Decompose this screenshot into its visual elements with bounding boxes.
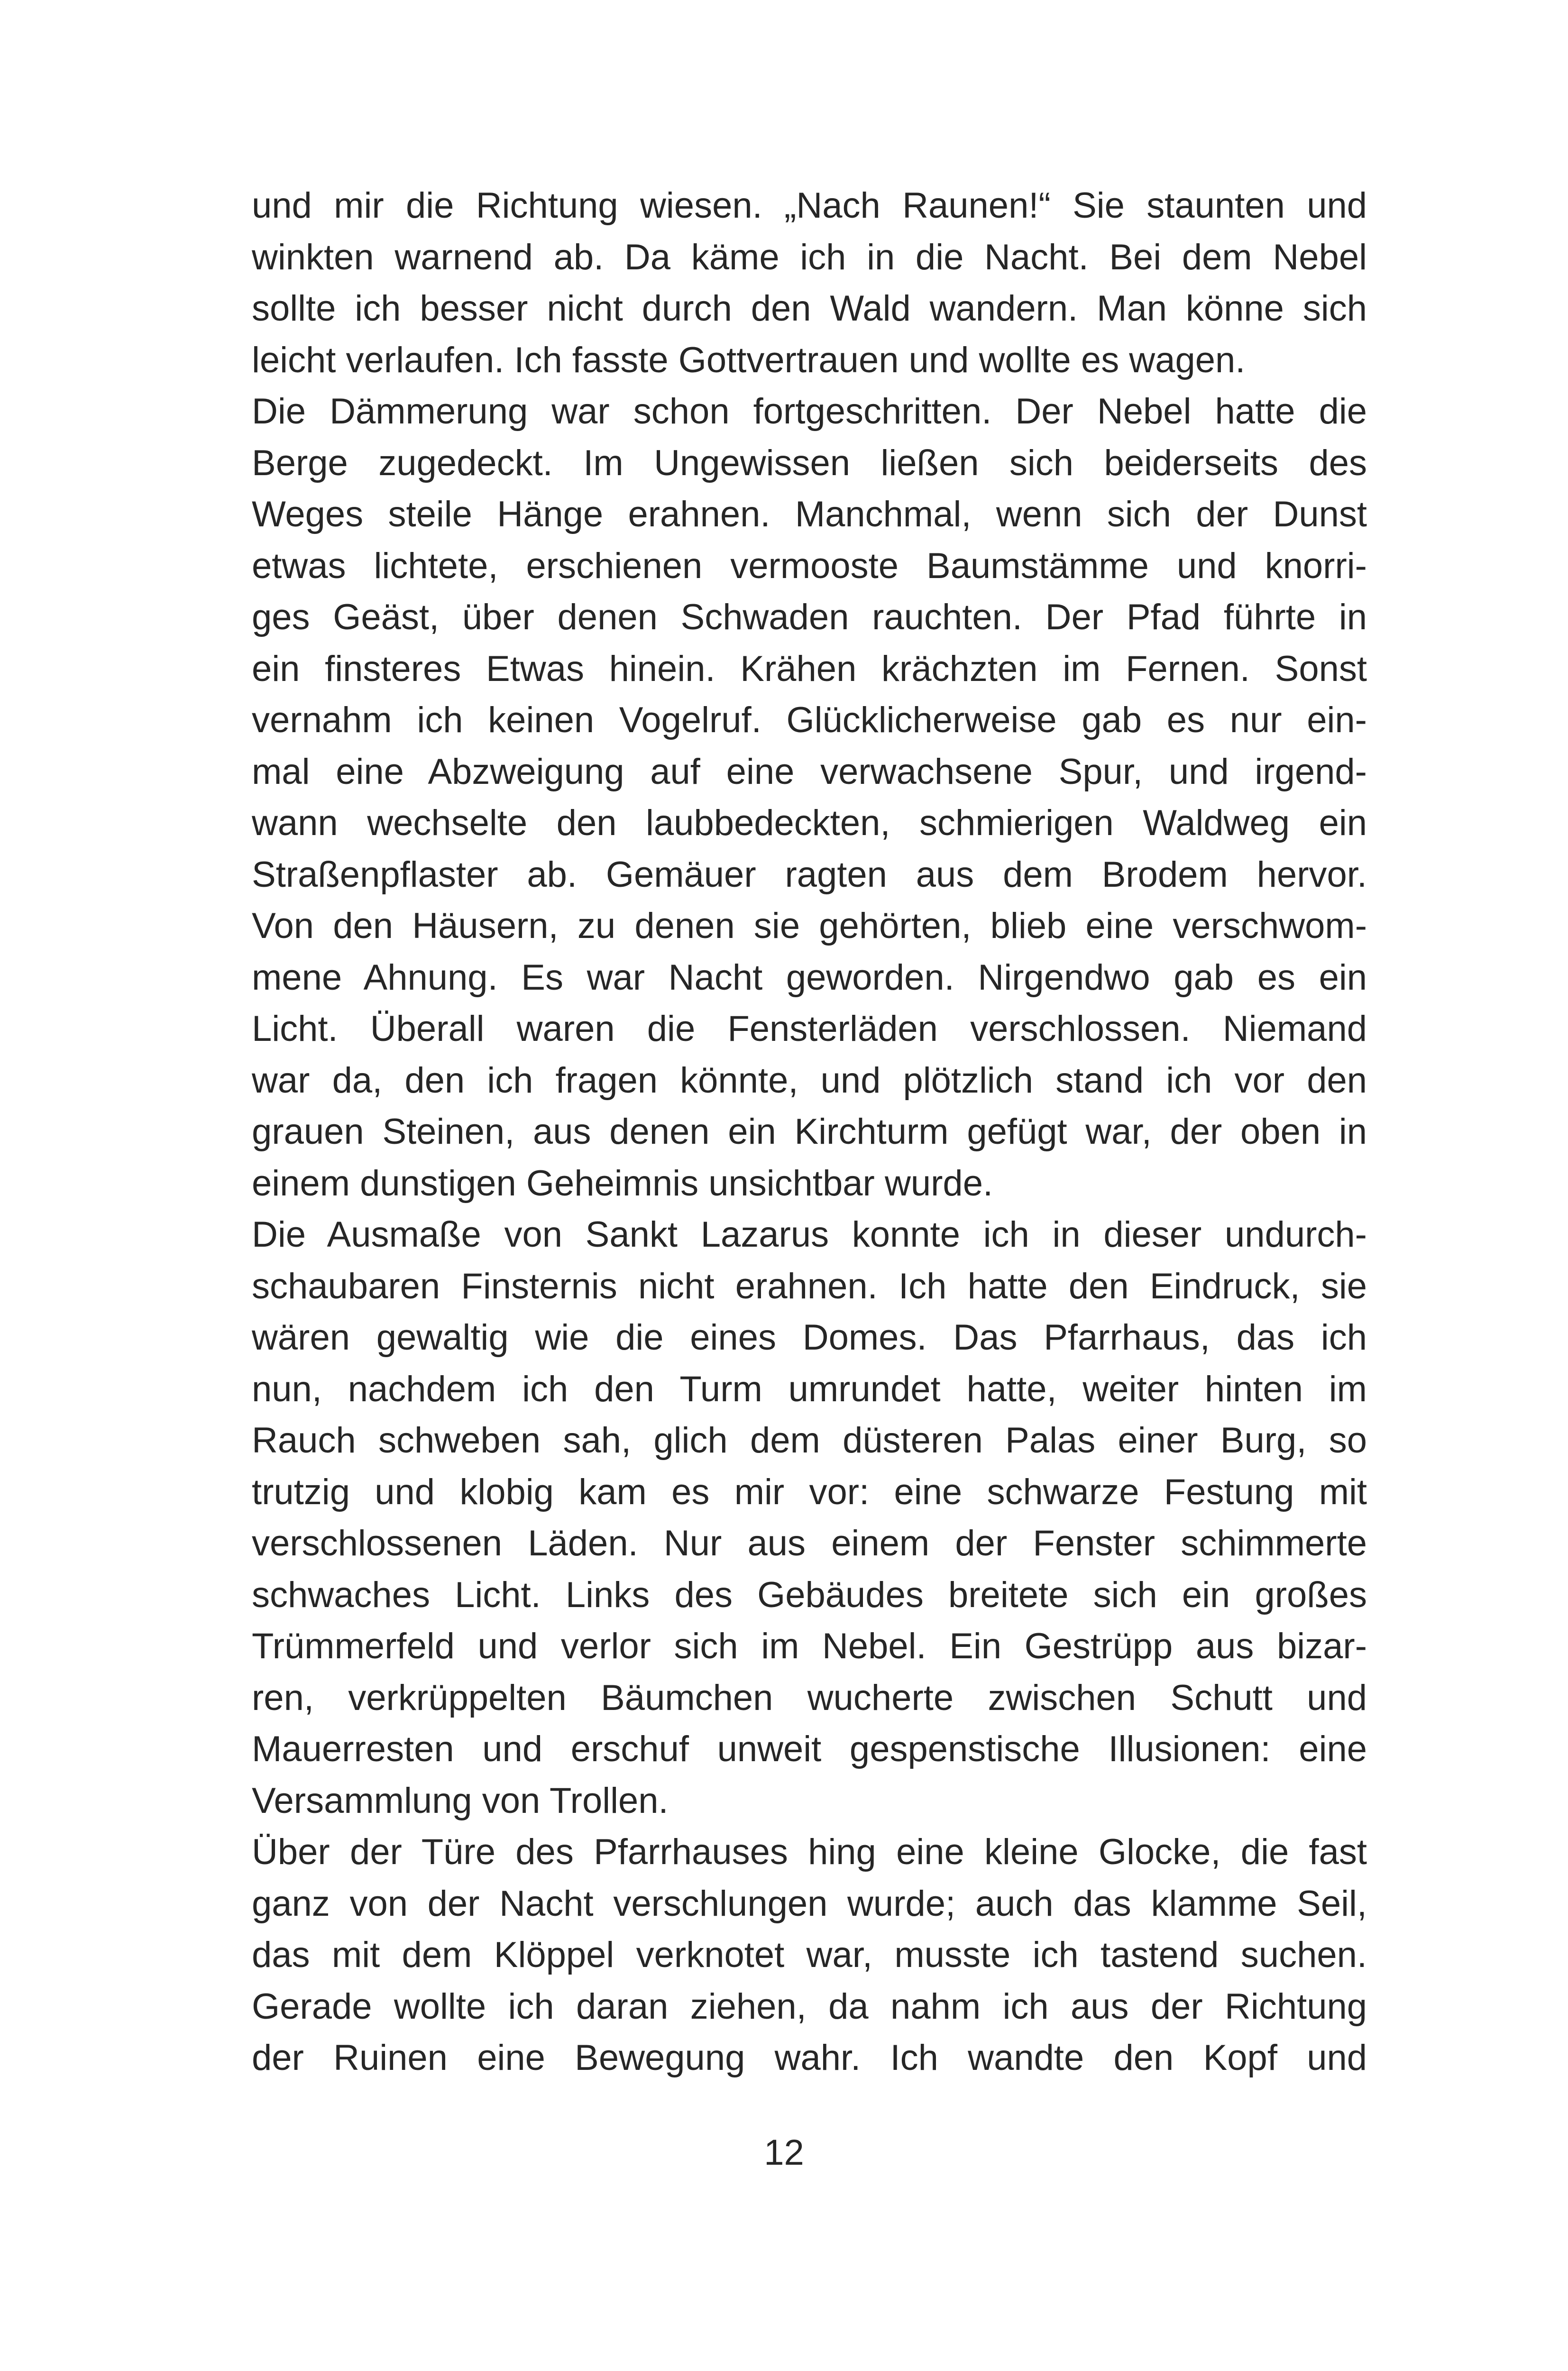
paragraph: [252, 180, 1367, 386]
text-line: etwas lichtete, erschienen vermooste Baumstämme und knorri-: [252, 545, 1367, 586]
paragraph: [252, 1827, 1367, 2084]
text-line: ges Geäst, über denen Schwaden rauchten. Der Pfad führte in: [252, 597, 1367, 637]
text-line: mene Ahnung. Es war Nacht geworden. Nirgendwo gab es ein: [252, 957, 1367, 998]
paragraph: [252, 386, 1367, 1209]
text-line: Versammlung von Trollen.: [252, 1780, 669, 1821]
text-line: Weges steile Hänge erahnen. Manchmal, wenn sich der Dunst: [252, 494, 1367, 534]
text-line: mal eine Abzweigung auf eine verwachsene Spur, und irgend-: [252, 751, 1367, 792]
text-line: ren, verkrüppelten Bäumchen wucherte zwischen Schutt und: [252, 1677, 1367, 1718]
text-line: trutzig und klobig kam es mir vor: eine schwarze Festung mit: [252, 1471, 1367, 1512]
paragraph: [252, 1209, 1367, 1827]
text-line: wann wechselte den laubbedeckten, schmierigen Waldweg ein: [252, 803, 1367, 843]
text-line: einem dunstigen Geheimnis unsichtbar wurde.: [252, 1163, 993, 1204]
text-line: verschlossenen Läden. Nur aus einem der Fenster schimmerte: [252, 1523, 1367, 1563]
text-line: grauen Steinen, aus denen ein Kirchturm gefügt war, der oben in: [252, 1112, 1367, 1152]
text-line: Die Ausmaße von Sankt Lazarus konnte ich in dieser undurch-: [252, 1214, 1367, 1255]
text-line: Über der Türe des Pfarrhauses hing eine kleine Glocke, die fast: [252, 1832, 1367, 1872]
text-line: Rauch schweben sah, glich dem düsteren Palas einer Burg, so: [252, 1420, 1367, 1461]
text-line: der Ruinen eine Bewegung wahr. Ich wandte den Kopf und: [252, 2038, 1367, 2078]
body-text: [252, 180, 1367, 2084]
text-line: Von den Häusern, zu denen sie gehörten, blieb eine verschwom-: [252, 906, 1367, 946]
text-line: das mit dem Klöppel verknotet war, musste ich tastend suchen.: [252, 1935, 1367, 1975]
text-line: Gerade wollte ich daran ziehen, da nahm ich aus der Richtung: [252, 1986, 1367, 2027]
text-line: winkten warnend ab. Da käme ich in die Nacht. Bei dem Nebel: [252, 237, 1367, 277]
text-line: nun, nachdem ich den Turm umrundet hatte, weiter hinten im: [252, 1369, 1367, 1409]
text-line: ganz von der Nacht verschlungen wurde; auch das klamme Seil,: [252, 1883, 1367, 1924]
text-line: vernahm ich keinen Vogelruf. Glücklicherweise gab es nur ein-: [252, 700, 1367, 740]
text-line: Mauerresten und erschuf unweit gespenstische Illusionen: eine: [252, 1729, 1367, 1769]
text-line: Berge zugedeckt. Im Ungewissen ließen sich beiderseits des: [252, 442, 1367, 483]
text-line: schaubaren Finsternis nicht erahnen. Ich hatte den Eindruck, sie: [252, 1266, 1367, 1306]
text-line: Licht. Überall waren die Fensterläden verschlossen. Niemand: [252, 1009, 1367, 1049]
text-line: schwaches Licht. Links des Gebäudes breitete sich ein großes: [252, 1574, 1367, 1615]
text-line: Straßenpflaster ab. Gemäuer ragten aus dem Brodem hervor.: [252, 854, 1367, 895]
text-line: sollte ich besser nicht durch den Wald wandern. Man könne sich: [252, 288, 1367, 329]
text-line: und mir die Richtung wiesen. „Nach Raunen!“ Sie staunten und: [252, 185, 1367, 226]
text-line: leicht verlaufen. Ich fasste Gottvertrauen und wollte es wagen.: [252, 340, 1246, 380]
text-line: wären gewaltig wie die eines Domes. Das Pfarrhaus, das ich: [252, 1317, 1367, 1358]
text-line: ein finsteres Etwas hinein. Krähen krächzten im Fernen. Sonst: [252, 648, 1367, 689]
text-line: war da, den ich fragen könnte, und plötzlich stand ich vor den: [252, 1060, 1367, 1101]
page-number: 12: [764, 2132, 804, 2173]
text-line: Trümmerfeld und verlor sich im Nebel. Ein Gestrüpp aus bizar-: [252, 1626, 1367, 1666]
text-line: Die Dämmerung war schon fortgeschritten. Der Nebel hatte die: [252, 391, 1367, 432]
